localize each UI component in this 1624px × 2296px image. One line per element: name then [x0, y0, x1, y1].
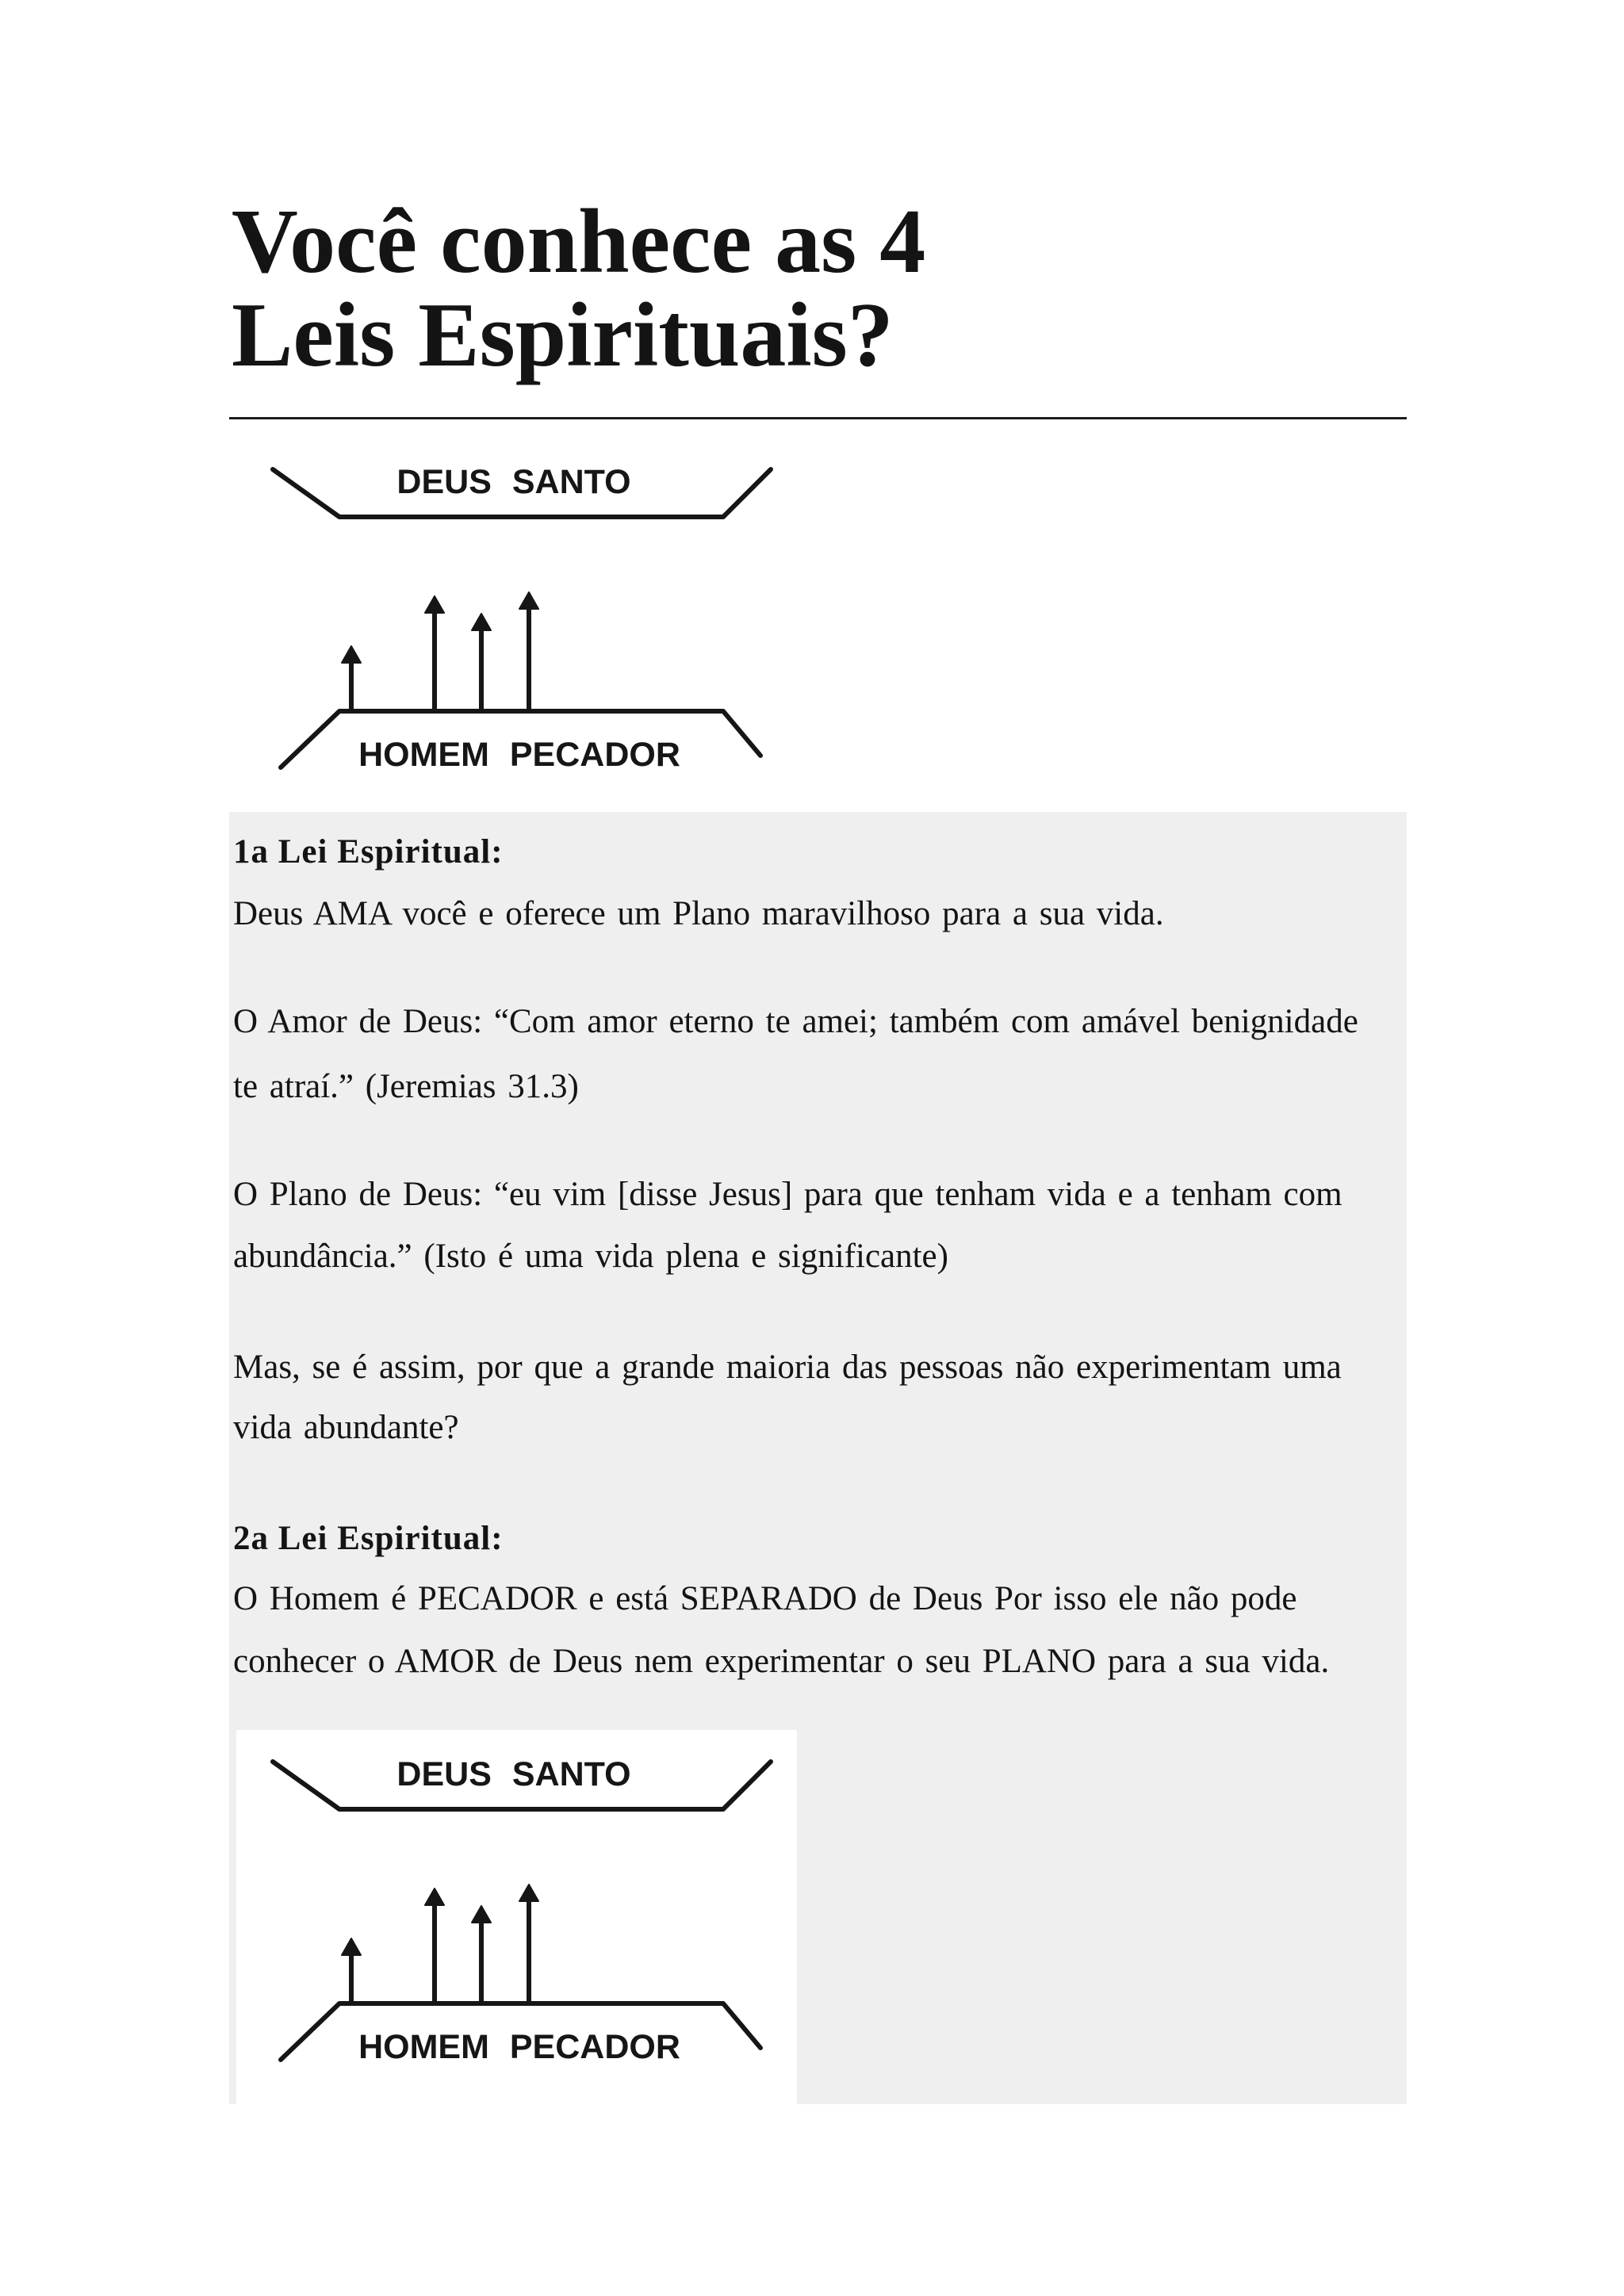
law-1-heading: 1a Lei Espiritual: [233, 833, 504, 871]
law-2-statement-line-2: conhecer o AMOR de Deus nem experimentar o seu PLANO para a sua vida. [233, 1643, 1330, 1680]
holy-god-sinful-man-diagram [236, 438, 797, 812]
holy-god-sinful-man-diagram-2 [236, 1730, 797, 2104]
title-line-1: Você conhece as 4 [232, 191, 926, 293]
law-2-statement-line-1: O Homem é PECADOR e está SEPARADO de Deus Por isso ele não pode [233, 1580, 1297, 1617]
law-1-plan-line-1: O Plano de Deus: “eu vim [disse Jesus] para que tenham vida e a tenham com [233, 1176, 1342, 1213]
man-label: HOMEM PECADOR [358, 2028, 680, 2066]
god-label: DEUS SANTO [396, 463, 631, 501]
page-title [232, 191, 926, 386]
law-1-question-line-2: vida abundante? [233, 1409, 459, 1446]
law-1-plan-line-2: abundância.” (Isto é uma vida plena e significante) [233, 1238, 948, 1275]
title-line-2: Leis Espirituais? [232, 285, 894, 386]
law-1-question-line-1: Mas, se é assim, por que a grande maioria das pessoas não experimentam uma [233, 1349, 1342, 1386]
god-label: DEUS SANTO [396, 1755, 631, 1793]
title-divider [229, 417, 1407, 419]
law-1-love-line-2: te atraí.” (Jeremias 31.3) [233, 1068, 579, 1105]
law-2-heading: 2a Lei Espiritual: [233, 1520, 504, 1557]
law-1-love-line-1: O Amor de Deus: “Com amor eterno te amei; também com amável benignidade [233, 1003, 1358, 1040]
law-1-statement: Deus AMA você e oferece um Plano maravilhoso para a sua vida. [233, 895, 1164, 932]
man-label: HOMEM PECADOR [358, 736, 680, 774]
